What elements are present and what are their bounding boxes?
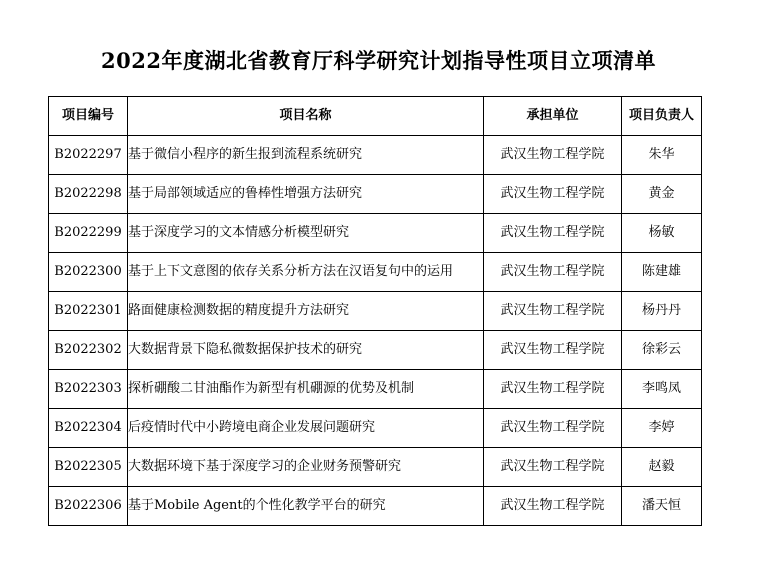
table-row	[49, 331, 702, 370]
unit-cell: 武汉生物工程学院	[484, 253, 622, 292]
project-table	[48, 96, 702, 526]
owner-cell: 赵毅	[622, 448, 702, 487]
table-row	[49, 136, 702, 175]
project-name-cell: 基于深度学习的文本情感分析模型研究	[128, 214, 484, 253]
owner-cell: 杨丹丹	[622, 292, 702, 331]
table-row	[49, 409, 702, 448]
unit-cell: 武汉生物工程学院	[484, 214, 622, 253]
owner-cell: 徐彩云	[622, 331, 702, 370]
table-row	[49, 448, 702, 487]
project-name-cell: 基于上下文意图的依存关系分析方法在汉语复句中的运用	[128, 253, 484, 292]
project-id-cell: B2022300	[49, 253, 128, 292]
unit-cell: 武汉生物工程学院	[484, 409, 622, 448]
column-header-project-id: 项目编号	[49, 97, 128, 136]
table-row	[49, 487, 702, 526]
project-name-cell: 大数据环境下基于深度学习的企业财务预警研究	[128, 448, 484, 487]
project-name-cell: 后疫情时代中小跨境电商企业发展问题研究	[128, 409, 484, 448]
owner-cell: 李鸣凤	[622, 370, 702, 409]
project-id-cell: B2022301	[49, 292, 128, 331]
owner-cell: 朱华	[622, 136, 702, 175]
table-row	[49, 370, 702, 409]
owner-cell: 陈建雄	[622, 253, 702, 292]
project-id-cell: B2022303	[49, 370, 128, 409]
table-row	[49, 253, 702, 292]
unit-cell: 武汉生物工程学院	[484, 370, 622, 409]
project-name-cell: 路面健康检测数据的精度提升方法研究	[128, 292, 484, 331]
owner-cell: 杨敏	[622, 214, 702, 253]
unit-cell: 武汉生物工程学院	[484, 331, 622, 370]
table-row	[49, 214, 702, 253]
unit-cell: 武汉生物工程学院	[484, 292, 622, 331]
table-row	[49, 292, 702, 331]
project-name-cell: 基于微信小程序的新生报到流程系统研究	[128, 136, 484, 175]
unit-cell: 武汉生物工程学院	[484, 487, 622, 526]
project-name-cell: 探析硼酸二甘油酯作为新型有机硼源的优势及机制	[128, 370, 484, 409]
owner-cell: 潘天恒	[622, 487, 702, 526]
project-id-cell: B2022299	[49, 214, 128, 253]
unit-cell: 武汉生物工程学院	[484, 136, 622, 175]
project-name-cell: 大数据背景下隐私微数据保护技术的研究	[128, 331, 484, 370]
table-row	[49, 175, 702, 214]
column-header-project-name: 项目名称	[128, 97, 484, 136]
project-id-cell: B2022298	[49, 175, 128, 214]
table-header-row	[49, 97, 702, 136]
project-id-cell: B2022306	[49, 487, 128, 526]
project-id-cell: B2022305	[49, 448, 128, 487]
project-id-cell: B2022302	[49, 331, 128, 370]
project-name-cell: 基于局部领域适应的鲁棒性增强方法研究	[128, 175, 484, 214]
project-id-cell: B2022304	[49, 409, 128, 448]
unit-cell: 武汉生物工程学院	[484, 448, 622, 487]
document-title: 2022年度湖北省教育厅科学研究计划指导性项目立项清单	[101, 48, 656, 73]
project-name-cell: 基于Mobile Agent的个性化教学平台的研究	[128, 487, 484, 526]
owner-cell: 黄金	[622, 175, 702, 214]
owner-cell: 李婷	[622, 409, 702, 448]
column-header-unit: 承担单位	[484, 97, 622, 136]
unit-cell: 武汉生物工程学院	[484, 175, 622, 214]
column-header-owner: 项目负责人	[622, 97, 702, 136]
project-id-cell: B2022297	[49, 136, 128, 175]
